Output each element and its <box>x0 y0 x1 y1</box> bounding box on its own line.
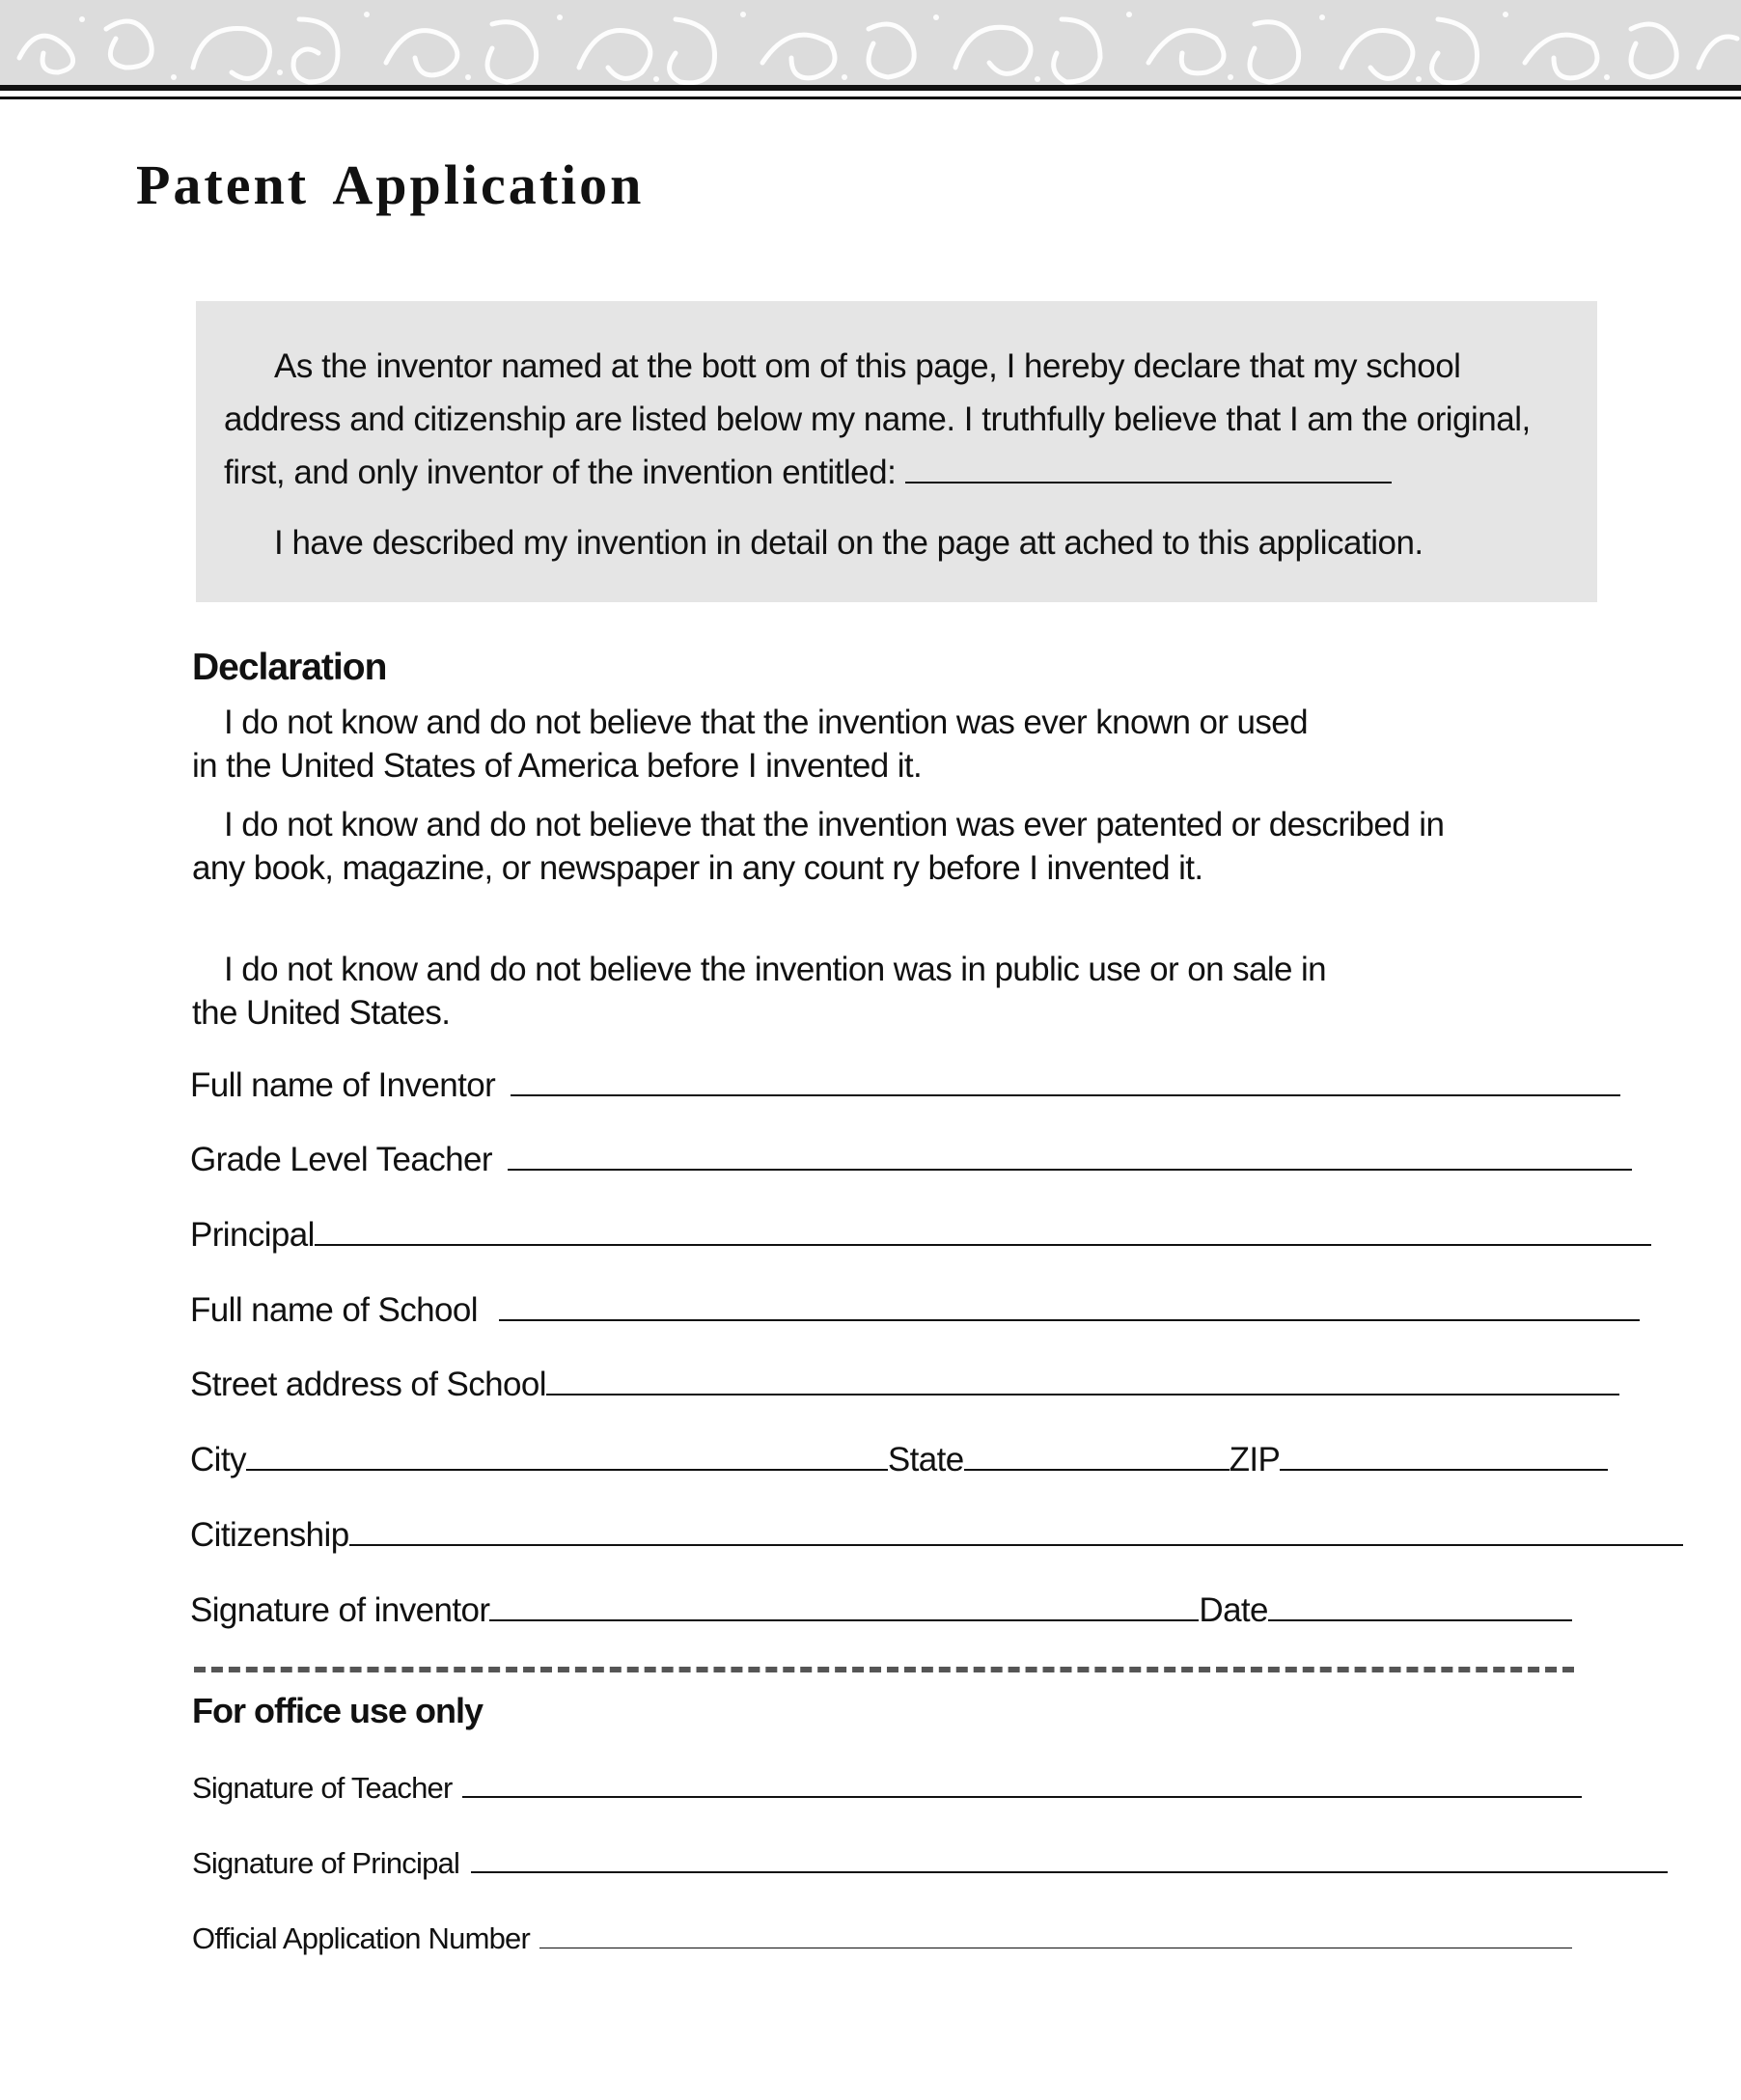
grade-teacher-field[interactable] <box>508 1142 1632 1171</box>
intro-paragraph-text: As the inventor named at the bott om of this page, I hereby declare that my school address and citizenship are listed below my name. I truthfully believe that I am the original, first, and only inventor of the invention entitled: <box>224 347 1531 491</box>
citizenship-label: Citizenship <box>190 1516 349 1554</box>
application-number-field[interactable] <box>539 1924 1572 1948</box>
school-address-field[interactable] <box>546 1367 1619 1395</box>
grade-teacher-row <box>190 1141 1632 1179</box>
invention-title-field[interactable] <box>905 455 1392 484</box>
principal-row <box>190 1216 1651 1255</box>
school-name-label: Full name of School <box>190 1291 478 1329</box>
dashed-divider <box>194 1667 1574 1672</box>
teacher-signature-label: Signature of Teacher <box>192 1771 453 1805</box>
state-label: State <box>887 1441 964 1478</box>
date-field[interactable] <box>1268 1592 1572 1621</box>
city-label: City <box>190 1441 246 1478</box>
declaration-paragraph: I do not know and do not believe that the invention was ever patented or described in any book, magazine, or newspaper in any count ry before I invented it. <box>192 806 1445 887</box>
citizenship-row <box>190 1516 1683 1555</box>
inventor-name-field[interactable] <box>511 1067 1620 1096</box>
city-field[interactable] <box>246 1442 888 1471</box>
swirl-pattern-icon <box>0 0 1741 106</box>
principal-label: Principal <box>190 1216 315 1254</box>
state-field[interactable] <box>964 1442 1230 1471</box>
application-number-row <box>192 1921 1572 1956</box>
school-address-label: Street address of School <box>190 1366 546 1403</box>
teacher-signature-row <box>192 1771 1582 1806</box>
signature-date-row <box>190 1591 1572 1630</box>
city-state-zip-row <box>190 1441 1608 1479</box>
zip-field[interactable] <box>1280 1442 1608 1471</box>
application-number-label: Official Application Number <box>192 1921 531 1955</box>
principal-field[interactable] <box>315 1217 1651 1246</box>
intro-paragraph <box>224 340 1585 499</box>
declaration-heading: Declaration <box>192 647 387 688</box>
school-address-row <box>190 1366 1619 1404</box>
school-name-row <box>190 1291 1640 1330</box>
school-name-field[interactable] <box>499 1292 1640 1321</box>
decorative-swirl-banner <box>0 0 1741 106</box>
intro-statement-box <box>196 301 1597 602</box>
declaration-paragraph: I do not know and do not believe the invention was in public use or on sale in the United States. <box>192 951 1327 1032</box>
teacher-signature-field[interactable] <box>462 1773 1582 1798</box>
principal-signature-row <box>192 1846 1668 1881</box>
inventor-name-label: Full name of Inventor <box>190 1066 496 1104</box>
inventor-name-row <box>190 1066 1620 1105</box>
citizenship-field[interactable] <box>349 1517 1683 1546</box>
intro-paragraph-attached: I have described my invention in detail on the page att ached to this application. <box>274 524 1423 562</box>
office-use-heading: For office use only <box>192 1691 484 1730</box>
page-title: Patent Application <box>136 153 645 216</box>
principal-signature-field[interactable] <box>471 1848 1668 1873</box>
grade-teacher-label: Grade Level Teacher <box>190 1141 492 1178</box>
signature-field[interactable] <box>489 1592 1199 1621</box>
zip-label: ZIP <box>1229 1441 1281 1478</box>
signature-label: Signature of inventor <box>190 1591 490 1629</box>
date-label: Date <box>1199 1591 1268 1629</box>
principal-signature-label: Signature of Principal <box>192 1846 460 1880</box>
declaration-paragraph: I do not know and do not believe that the invention was ever known or used in the United States of America before I invented it. <box>192 704 1309 785</box>
